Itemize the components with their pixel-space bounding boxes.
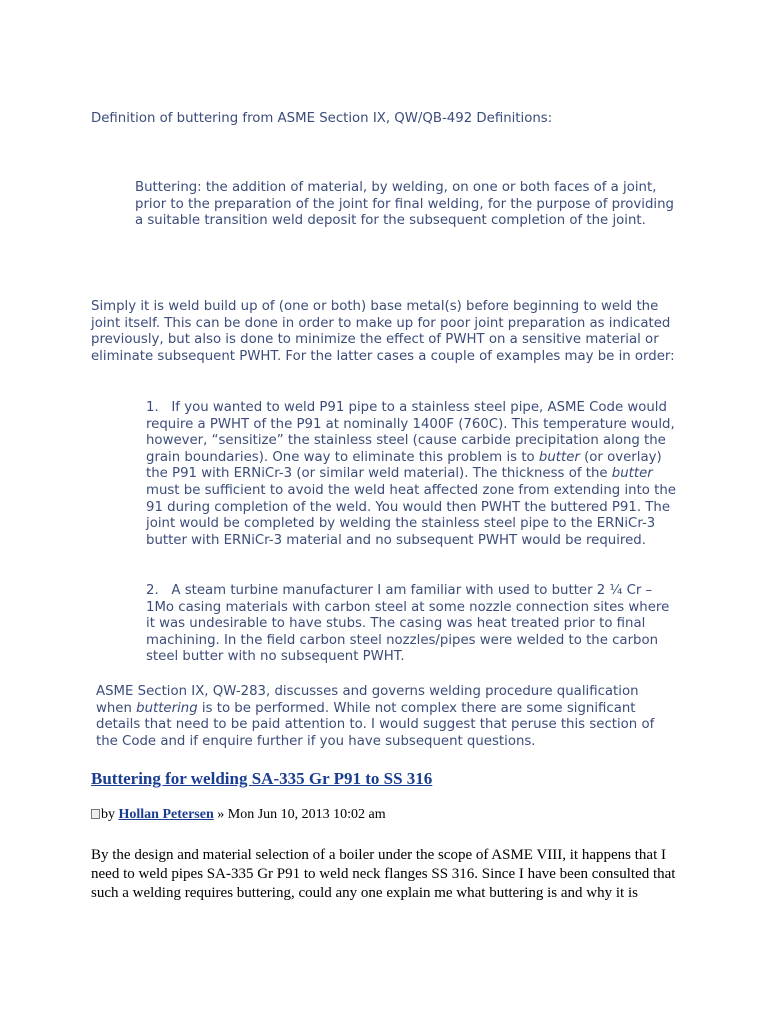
asme-paragraph [96,684,676,750]
author-link[interactable]: Hollan Petersen [118,807,214,822]
list-text: If you wanted to weld P91 pipe to a stainless steel pipe, ASME Code would require a PWHT of the P91 at nominally 1400F (760C). This temperature would, however, “sensitize” the stainless steel (cause carbide precipitation along the grain boundaries). One way to eliminate this problem is to [146,400,675,465]
post-icon [91,809,100,819]
definition-heading: Definition of buttering from ASME Section IX, QW/QB-492 Definitions: [91,111,553,126]
list-number: 1. [146,400,159,415]
explanation-paragraph: Simply it is weld build up of (one or both) base metal(s) before beginning to weld the joint itself. This can be done in order to make up for poor joint preparation as indicated previously, but also is done to minimize the effect of PWHT on a sensitive material or eliminate subsequent PWHT. For the latter cases a couple of examples may be in order: [91,299,675,364]
list-text: A steam turbine manufacturer I am familiar with used to butter 2 ¼ Cr – 1Mo casing materials with carbon steel at some nozzle connection sites where it was undesirable to have stubs. The casing was heat treated prior to final machining. In the field carbon steel nozzles/pipes were welded to the carbon steel butter with no subsequent PWHT. [146,583,670,665]
list-number: 2. [146,583,159,598]
emphasis-butter: butter [538,449,580,465]
list-text: (or overlay) the P91 with ERNiCr-3 (or similar weld material). The thickness of the [146,449,662,482]
paragraph-text: is to be performed. While not complex there are some significant details that need to be paid attention to. I would suggest that peruse this section of the Code and if enquire further if you have subsequent questions. [96,700,655,749]
list-text: must be sufficient to avoid the weld heat affected zone from extending into the 91 during completion of the weld. You would then PWHT the buttered P91. The joint would be completed by welding the stainless steel pipe to the ERNiCr-3 butter with ERNiCr-3 material and no subsequent PWHT would be required. [146,482,676,548]
list-item [146,583,682,666]
emphasis-butter: butter [611,466,653,482]
by-label: by [101,807,115,822]
post-body: By the design and material selection of a boiler under the scope of ASME VIII, it happens that I need to weld pipes SA-335 Gr P91 to weld neck flanges SS 316. Since I have been consulted that such a welding requires buttering, could any one explain me what buttering is and why it is [91,847,676,901]
buttering-definition-quote: Buttering: the addition of material, by welding, on one or both faces of a joint, prior to the preparation of the joint for final welding, for the purpose of providing a suitable transition weld deposit for the subsequent completion of the joint. [135,180,674,229]
emphasis-buttering: buttering [136,700,198,716]
post-title-link[interactable]: Buttering for welding SA-335 Gr P91 to SS 316 [91,769,433,788]
post-date: » Mon Jun 10, 2013 10:02 am [217,807,386,822]
post-meta [91,807,386,823]
list-item [146,400,682,549]
paragraph-text: ASME Section IX, QW-283, discusses and governs welding procedure qualification when [96,684,639,716]
